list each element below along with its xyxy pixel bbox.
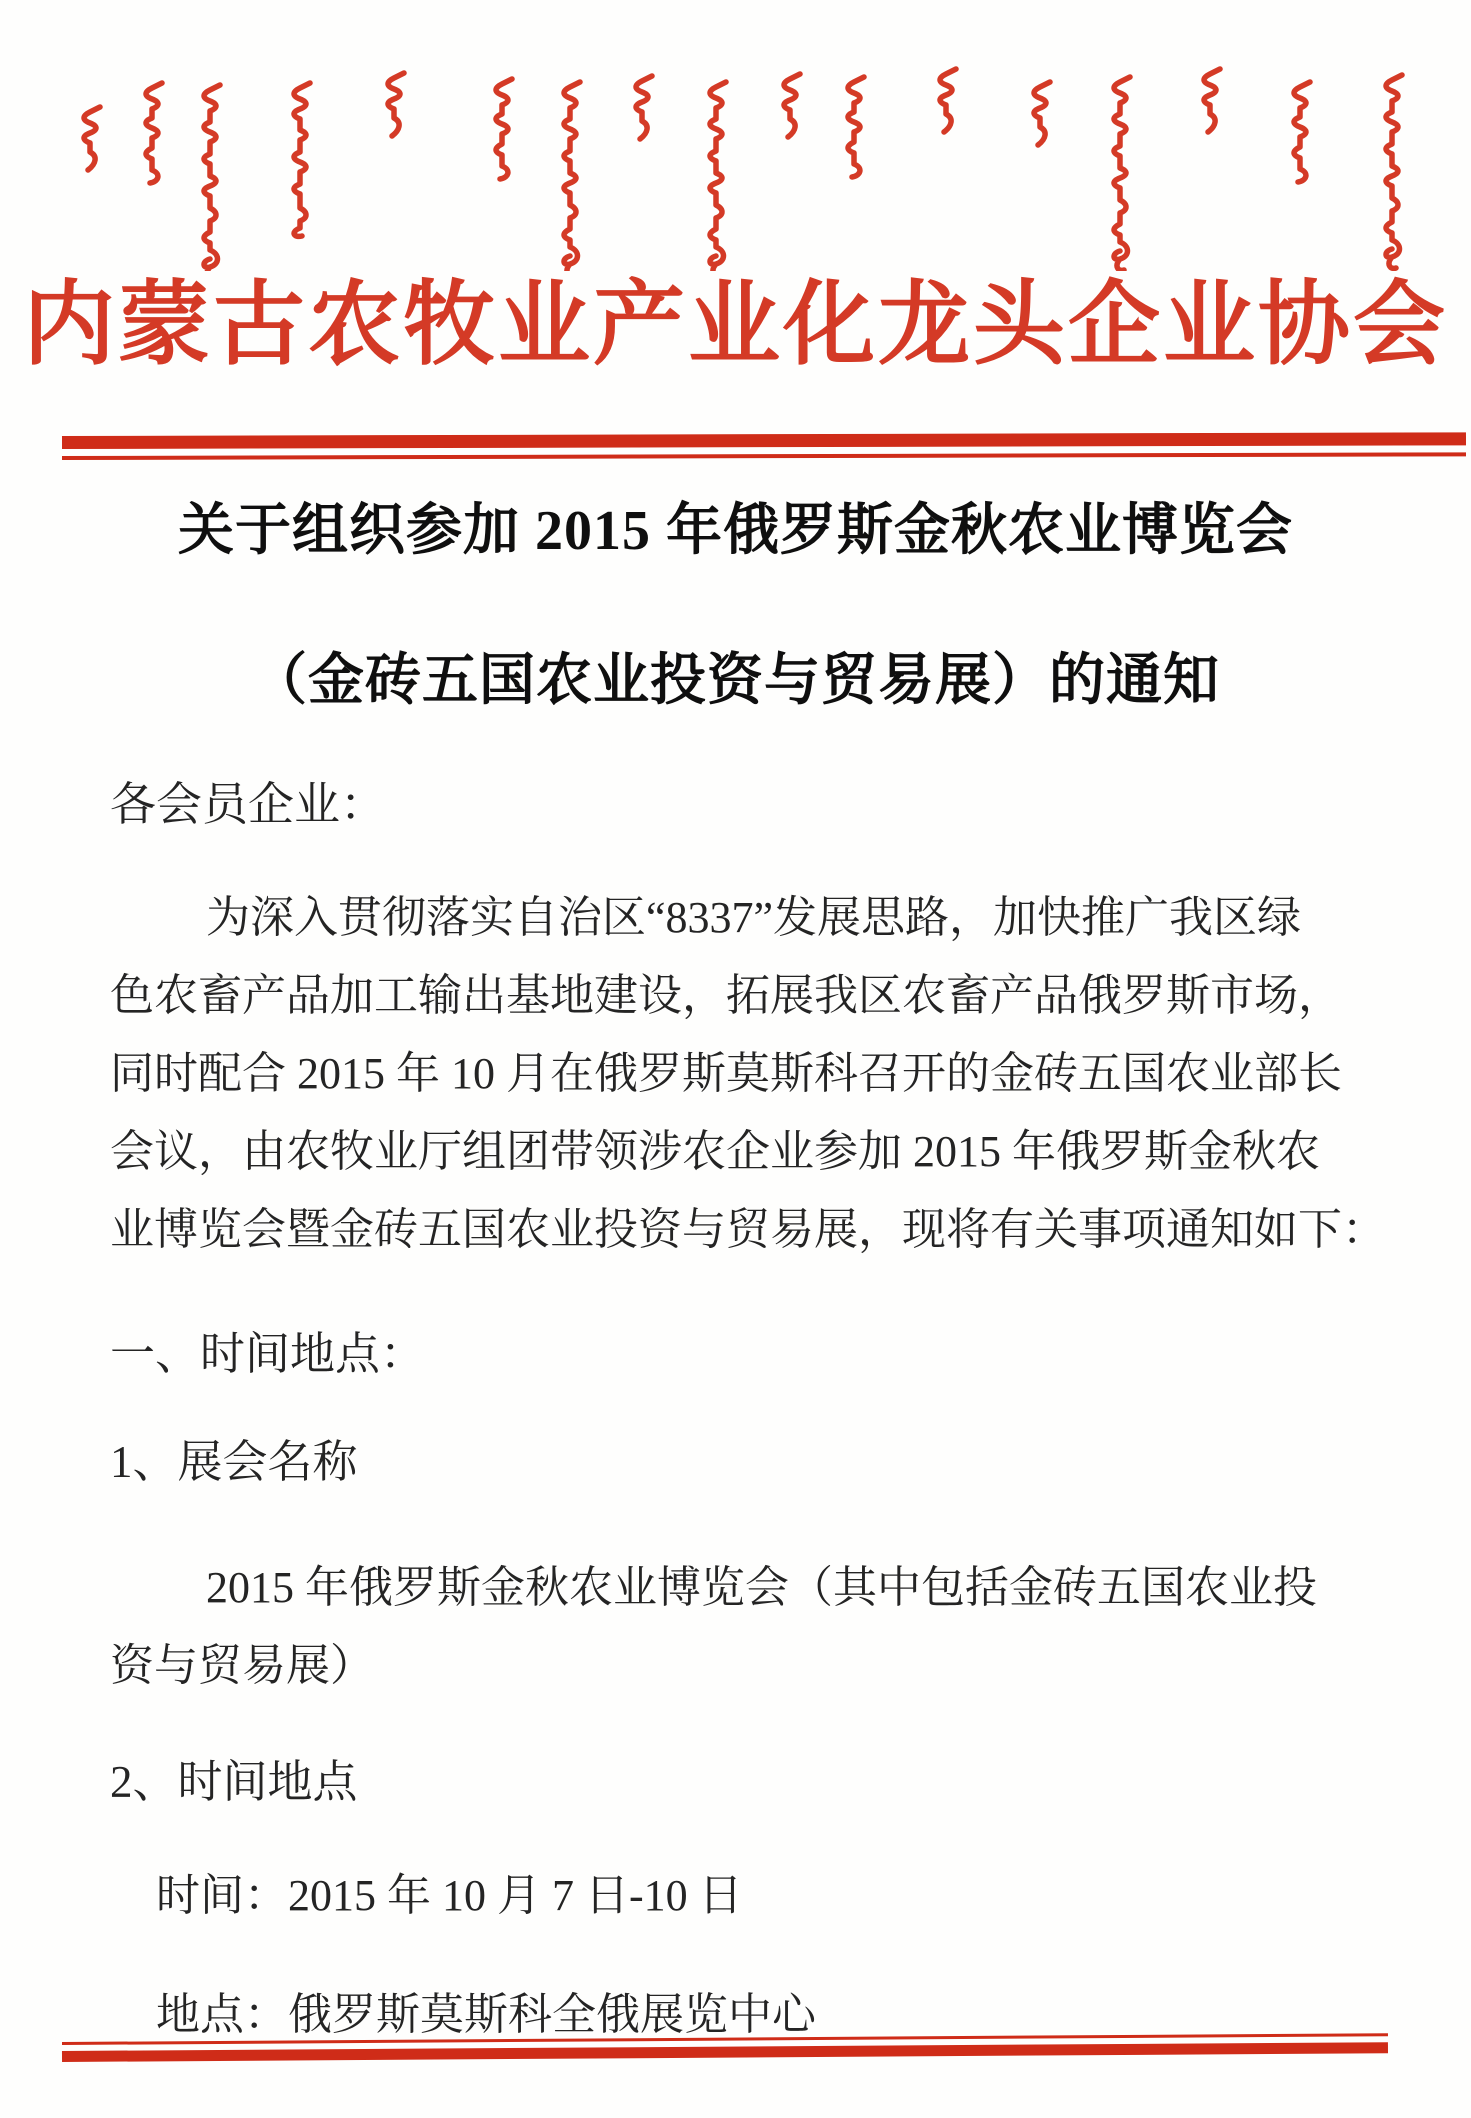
intro-line: 业博览会暨金砖五国农业投资与贸易展，现将有关事项通知如下： (110, 1205, 1386, 1254)
intro-paragraph (110, 893, 1410, 1283)
intro-line: 色农畜产品加工输出基地建设，拓展我区农畜产品俄罗斯市场， (110, 971, 1342, 1020)
exhibition-name-paragraph (110, 1563, 1410, 1719)
letterhead-title: 内蒙古农牧业产业化龙头企业协会 (22, 274, 1448, 376)
intro-line: 为深入贯彻落实自治区“8337”发展思路，加快推广我区绿 (206, 893, 1302, 942)
section-heading-time-place: 一、时间地点： (110, 1329, 426, 1379)
header-rule-thick (62, 432, 1466, 449)
exhibition-name-line: 2015 年俄罗斯金秋农业博览会（其中包括金砖五国农业投 (206, 1563, 1317, 1612)
exhibition-name-line: 资与贸易展） (110, 1641, 374, 1690)
item-exhibition-name: 1、展会名称 (110, 1437, 358, 1487)
salutation: 各会员企业： (110, 779, 386, 830)
footer-rule-thick (62, 2042, 1388, 2062)
header-rule-thin (62, 452, 1466, 460)
mongolian-script-header (0, 66, 1471, 271)
intro-line: 同时配合 2015 年 10 月在俄罗斯莫斯科召开的金砖五国农业部长 (110, 1049, 1342, 1098)
notice-title-line2: （金砖五国农业投资与贸易展）的通知 (251, 650, 1220, 712)
place-line: 地点：俄罗斯莫斯科全俄展览中心 (156, 1990, 816, 2039)
intro-line: 会议，由农牧业厅组团带领涉农企业参加 2015 年俄罗斯金秋农 (110, 1127, 1320, 1176)
time-line: 时间：2015 年 10 月 7 日-10 日 (156, 1871, 743, 1920)
item-time-place: 2、时间地点 (110, 1757, 358, 1807)
notice-title-line1: 关于组织参加 2015 年俄罗斯金秋农业博览会 (178, 500, 1293, 562)
